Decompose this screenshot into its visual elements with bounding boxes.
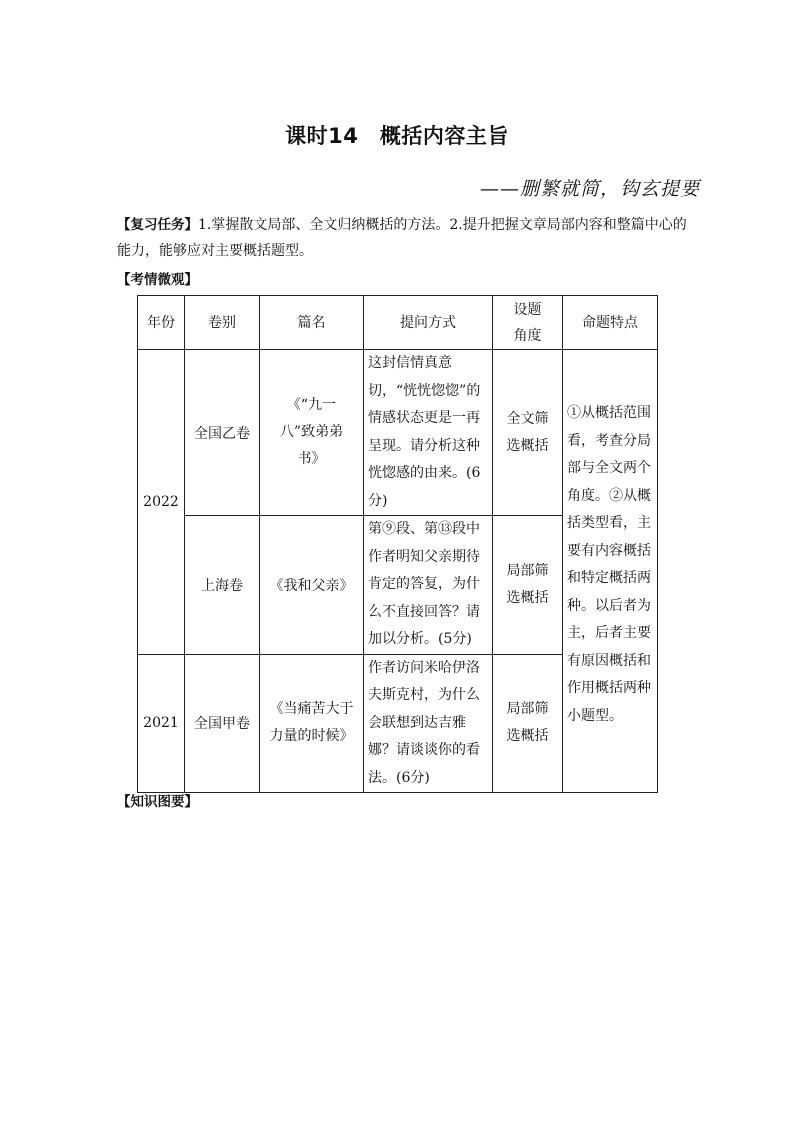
cell-question: 这封信情真意切，“恍恍惚惚”的情感状态更是一再呈现。请分析这种恍惚感的由来。(6分)	[364, 350, 493, 516]
review-task	[117, 212, 687, 264]
cell-angle: 局部筛选概括	[493, 516, 563, 655]
table-row	[138, 350, 658, 516]
knowledge-map-label: 【知识图要】	[117, 794, 198, 810]
cell-paper: 全国甲卷	[185, 654, 260, 793]
cell-year: 2021	[138, 654, 185, 793]
exam-overview-label: 【考情微观】	[117, 272, 198, 288]
cell-article: 《我和父亲》	[260, 516, 364, 655]
header-paper: 卷别	[185, 296, 260, 350]
cell-question: 第⑨段、第⑬段中作者明知父亲期待肯定的答复，为什么不直接回答？请加以分析。(5分)	[364, 516, 493, 655]
header-question: 提问方式	[364, 296, 493, 350]
exam-overview-table	[137, 295, 658, 793]
page-subtitle: ——删繁就简，钩玄提要	[479, 178, 700, 200]
cell-question: 作者访问米哈伊洛夫斯克村，为什么会联想到达吉雅娜？请谈谈你的看法。(6分)	[364, 654, 493, 793]
cell-angle: 局部筛选概括	[493, 654, 563, 793]
cell-angle: 全文筛选概括	[493, 350, 563, 516]
review-task-text: 1.掌握散文局部、全文归纳概括的方法。2.提升把握文章局部内容和整篇中心的能力，能够应对主要概括题型。	[117, 217, 687, 259]
header-article: 篇名	[260, 296, 364, 350]
page-title: 课时14 概括内容主旨	[285, 124, 509, 148]
cell-year: 2022	[138, 350, 185, 655]
cell-paper: 全国乙卷	[185, 350, 260, 516]
review-task-tag: 【复习任务】	[117, 217, 198, 233]
table-header-row	[138, 296, 658, 350]
cell-article: 《“九一八”致弟弟书》	[260, 350, 364, 516]
cell-paper: 上海卷	[185, 516, 260, 655]
header-features: 命题特点	[563, 296, 658, 350]
cell-article: 《当痛苦大于力量的时候》	[260, 654, 364, 793]
header-year: 年份	[138, 296, 185, 350]
cell-features: ①从概括范围看，考查分局部与全文两个角度。②从概括类型看，主要有内容概括和特定概括两种。以后者为主，后者主要有原因概括和作用概括两种小题型。	[563, 350, 658, 793]
header-angle: 设题角度	[493, 296, 563, 350]
